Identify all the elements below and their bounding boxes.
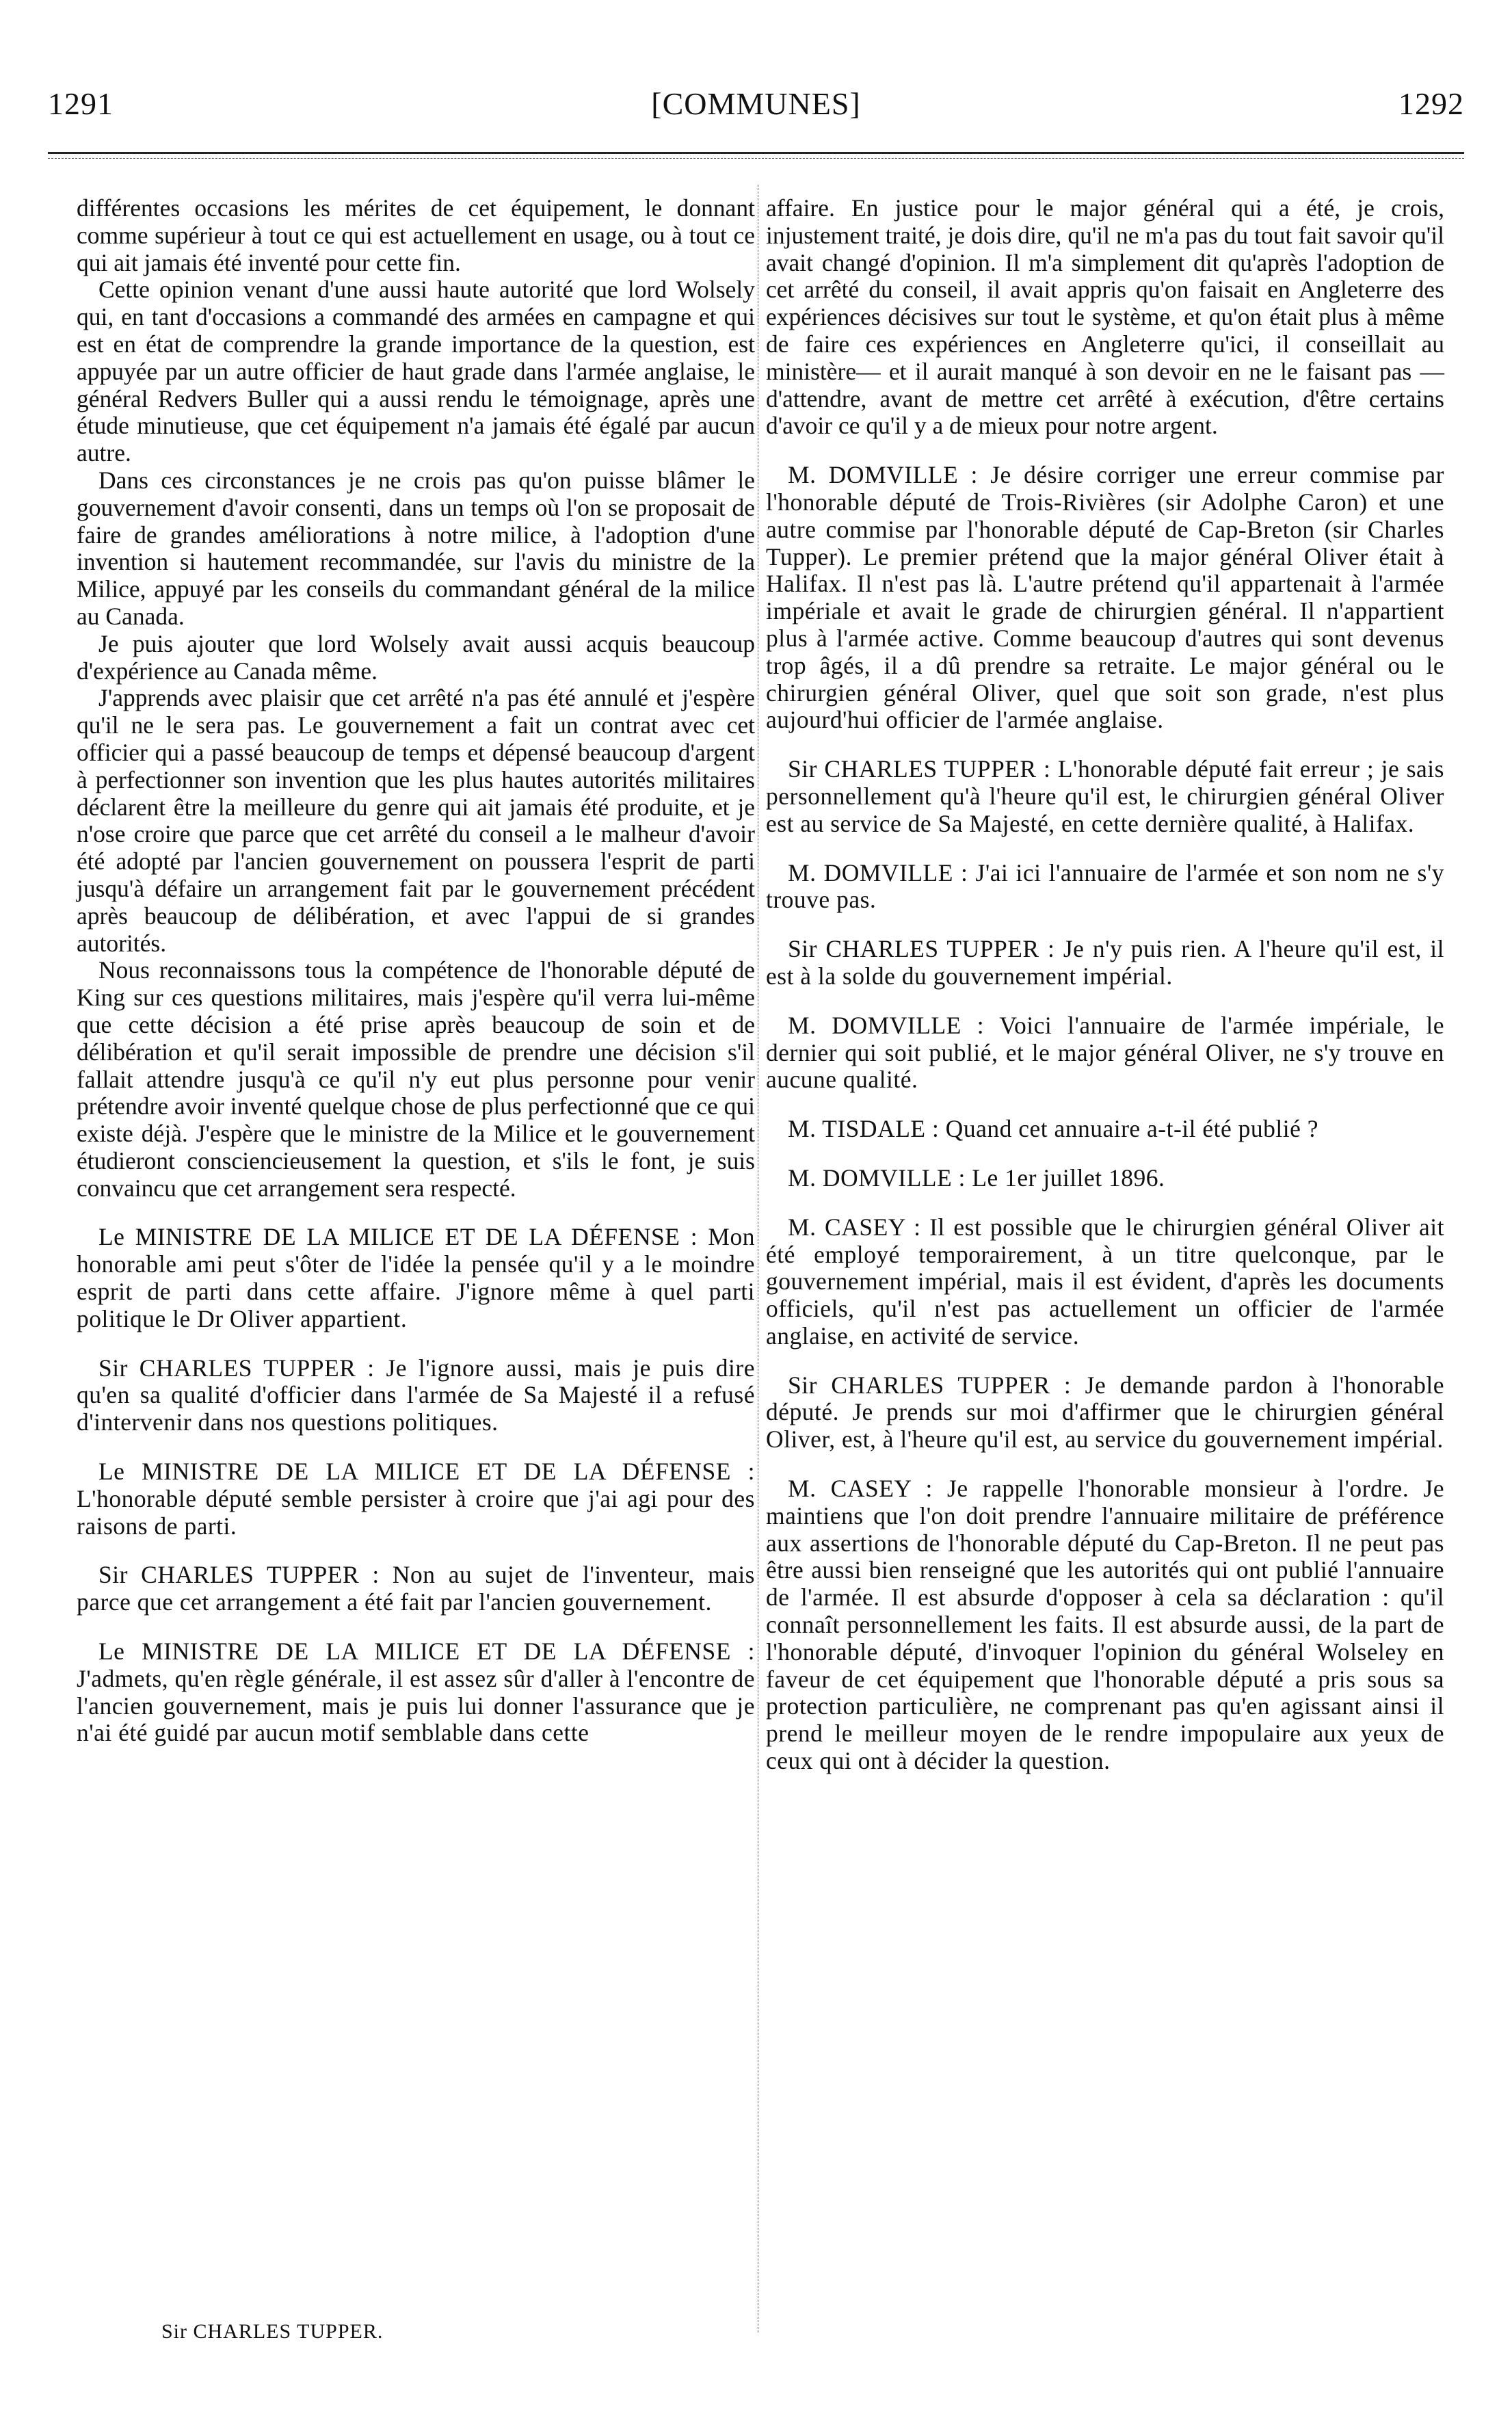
paragraph: Dans ces circonstances je ne crois pas qu'on puisse blâmer le gouvernement d'avoir consenti, dans un temps où l'on se proposait de faire de grandes améliorations à notre milice, à l'adoption d'une invention si hautement recommandée, sur l'avis du ministre de la Milice, appuyé par les conseils du commandant général de la milice au Canada. xyxy=(77,466,755,630)
page-number-right: 1292 xyxy=(1398,86,1464,121)
speech-paragraph: Le MINISTRE DE LA MILICE ET DE LA DÉFENSE : L'honorable député semble persister à croire que j'ai agi pour des raisons de parti. xyxy=(77,1458,755,1540)
speech-paragraph: Sir CHARLES TUPPER : Non au sujet de l'inventeur, mais parce que cet arrangement a été fait par l'ancien gouvernement. xyxy=(77,1561,755,1616)
speech-paragraph: Sir CHARLES TUPPER : Je l'ignore aussi, mais je puis dire qu'en sa qualité d'officier dans l'armée de Sa Majesté il a refusé d'intervenir dans nos questions politiques. xyxy=(77,1354,755,1436)
speech-paragraph: Sir CHARLES TUPPER : L'honorable député fait erreur ; je sais personnellement qu'à l'heure qu'il est, le chirurgien général Oliver est au service de Sa Majesté, en cette dernière qualité, à Halifax. xyxy=(766,755,1444,837)
page-number-left: 1291 xyxy=(48,86,114,121)
paragraph: Je puis ajouter que lord Wolsely avait aussi acquis beaucoup d'expérience au Canada même. xyxy=(77,629,755,685)
speech-paragraph: Le MINISTRE DE LA MILICE ET DE LA DÉFENSE : Mon honorable ami peut s'ôter de l'idée la pensée qu'il y a le moindre esprit de parti dans cette affaire. J'ignore même à quel parti politique le Dr Oliver appartient. xyxy=(77,1223,755,1332)
paragraph: différentes occasions les mérites de cet équipement, le donnant comme supérieur à tout ce qui est actuellement en usage, ou à tout ce qui ait jamais été inventé pour cette fin. xyxy=(77,194,755,276)
section-title: [COMMUNES] xyxy=(651,86,861,121)
speech-paragraph: Le MINISTRE DE LA MILICE ET DE LA DÉFENSE : J'admets, qu'en règle générale, il est assez sûr d'aller à l'encontre de l'ancien gouvernement, mais je puis lui donner l'assurance que je n'ai été guidé par aucun motif semblable dans cette xyxy=(77,1638,755,1747)
speech-paragraph: M. DOMVILLE : Je désire corriger une erreur commise par l'honorable député de Trois-Rivières (sir Adolphe Caron) et une autre commise par l'honorable député de Cap-Breton (sir Charles Tupper). Le premier prétend que la major général Oliver était à Halifax. Il n'est pas là. L'autre prétend qu'il appartenait à l'armée impériale et avait le grade de chirurgien général. Il n'appartient plus à l'armée active. Comme beaucoup d'autres qui sont devenus trop âgés, il a dû prendre sa retraite. Le major général ou le chirurgien général Oliver, quel que soit son grade, n'est plus aujourd'hui officier de l'armée anglaise. xyxy=(766,461,1444,734)
page-header xyxy=(48,86,1464,133)
left-column xyxy=(77,195,755,1747)
speech-paragraph: M. CASEY : Il est possible que le chirurgien général Oliver ait été employé temporairement, à un titre quelconque, par le gouvernement impérial, mais il est évident, d'après les documents officiels, qu'il n'est pas actuellement un officier de l'armée anglaise, en activité de service. xyxy=(766,1213,1444,1350)
right-column xyxy=(766,195,1444,1775)
paragraph: Nous reconnaissons tous la compétence de l'honorable député de King sur ces questions militaires, mais j'espère qu'il verra lui-même que cette décision a été prise après beaucoup de soin et de délibération et qu'il serait impossible de prendre une décision s'il fallait attendre jusqu'à ce qu'il n'y eut plus personne pour venir prétendre avoir inventé quelque chose de plus perfectionné que ce qui existe déjà. J'espère que le ministre de la Milice et le gouvernement étudieront consciencieusement la question, et s'ils le font, je suis convaincu que cet arrangement sera respecté. xyxy=(77,956,755,1202)
paragraph: Cette opinion venant d'une aussi haute autorité que lord Wolsely qui, en tant d'occasions a commandé des armées en campagne et qui est en état de comprendre la grande importance de la question, est appuyée par un autre officier de haut grade dans l'armée anglaise, le général Redvers Buller qui a aussi rendu le témoignage, après une étude minutieuse, que cet équipement n'a jamais été égalé par aucun autre. xyxy=(77,276,755,467)
speech-paragraph: M. CASEY : Je rappelle l'honorable monsieur à l'ordre. Je maintiens que l'on doit prendre l'annuaire militaire de préférence aux assertions de l'honorable député du Cap-Breton. Il ne peut pas être aussi bien renseigné que les autorités qui ont publié l'annuaire de l'armée. Il est absurde d'opposer à cela sa déclaration : qu'il connaît personnellement les faits. Il est absurde aussi, de la part de l'honorable député, d'invoquer l'opinion du général Wolseley en faveur de cet équipement que l'honorable député a pris sous sa protection particulière, ne comprenant pas qu'en agissant ainsi il prend le meilleur moyen de le rendre impopulaire aux yeux de ceux qui ont à décider la question. xyxy=(766,1475,1444,1775)
paragraph: affaire. En justice pour le major général qui a été, je crois, injustement traité, je dois dire, qu'il ne m'a pas du tout fait savoir qu'il avait changé d'opinion. Il m'a simplement dit qu'après l'adoption de cet arrêté du conseil, il avait appris qu'on faisait en Angleterre des expériences décisives sur tout le système, et qu'on était plus à même de faire ces expériences en Angleterre qu'ici, il conseillait au ministère— et il aurait manqué à son devoir en ne le faisant pas —d'attendre, avant de mettre cet arrêté à exécution, d'être certains d'avoir ce qu'il y a de mieux pour notre argent. xyxy=(766,194,1444,440)
speech-paragraph: M. DOMVILLE : J'ai ici l'annuaire de l'armée et son nom ne s'y trouve pas. xyxy=(766,858,1444,914)
speech-paragraph: M. DOMVILLE : Voici l'annuaire de l'armée impériale, le dernier qui soit publié, et le major général Oliver, ne s'y trouve en aucune qualité. xyxy=(766,1011,1444,1094)
header-rule-dashed xyxy=(48,158,1464,159)
speech-paragraph: Sir CHARLES TUPPER : Je demande pardon à l'honorable député. Je prends sur moi d'affirmer que le chirurgien général Oliver, est, à l'heure qu'il est, au service du gouvernement impérial. xyxy=(766,1371,1444,1454)
paragraph: J'apprends avec plaisir que cet arrêté n'a pas été annulé et j'espère qu'il ne le sera pas. Le gouvernement a fait un contrat avec cet officier qui a passé beaucoup de temps et dépensé beaucoup d'argent à perfectionner son invention que les plus hautes autorités militaires déclarent être la meilleure du genre qui ait jamais été produite, et je n'ose croire que parce que cet arrêté du conseil a le malheur d'avoir été adopté par l'ancien gouvernement on poussera l'esprit de parti jusqu'à défaire un arrangement fait par le gouvernement précédent après beaucoup de délibération, et avec l'appui de si grandes autorités. xyxy=(77,684,755,957)
header-rule xyxy=(48,152,1464,154)
speech-paragraph: Sir CHARLES TUPPER : Je n'y puis rien. A l'heure qu'il est, il est à la solde du gouvernement impérial. xyxy=(766,935,1444,990)
speech-paragraph: M. DOMVILLE : Le 1er juillet 1896. xyxy=(788,1163,1165,1192)
speech-paragraph: M. TISDALE : Quand cet annuaire a-t-il été publié ? xyxy=(788,1115,1319,1143)
running-signature: Sir CHARLES TUPPER. xyxy=(161,2320,384,2343)
